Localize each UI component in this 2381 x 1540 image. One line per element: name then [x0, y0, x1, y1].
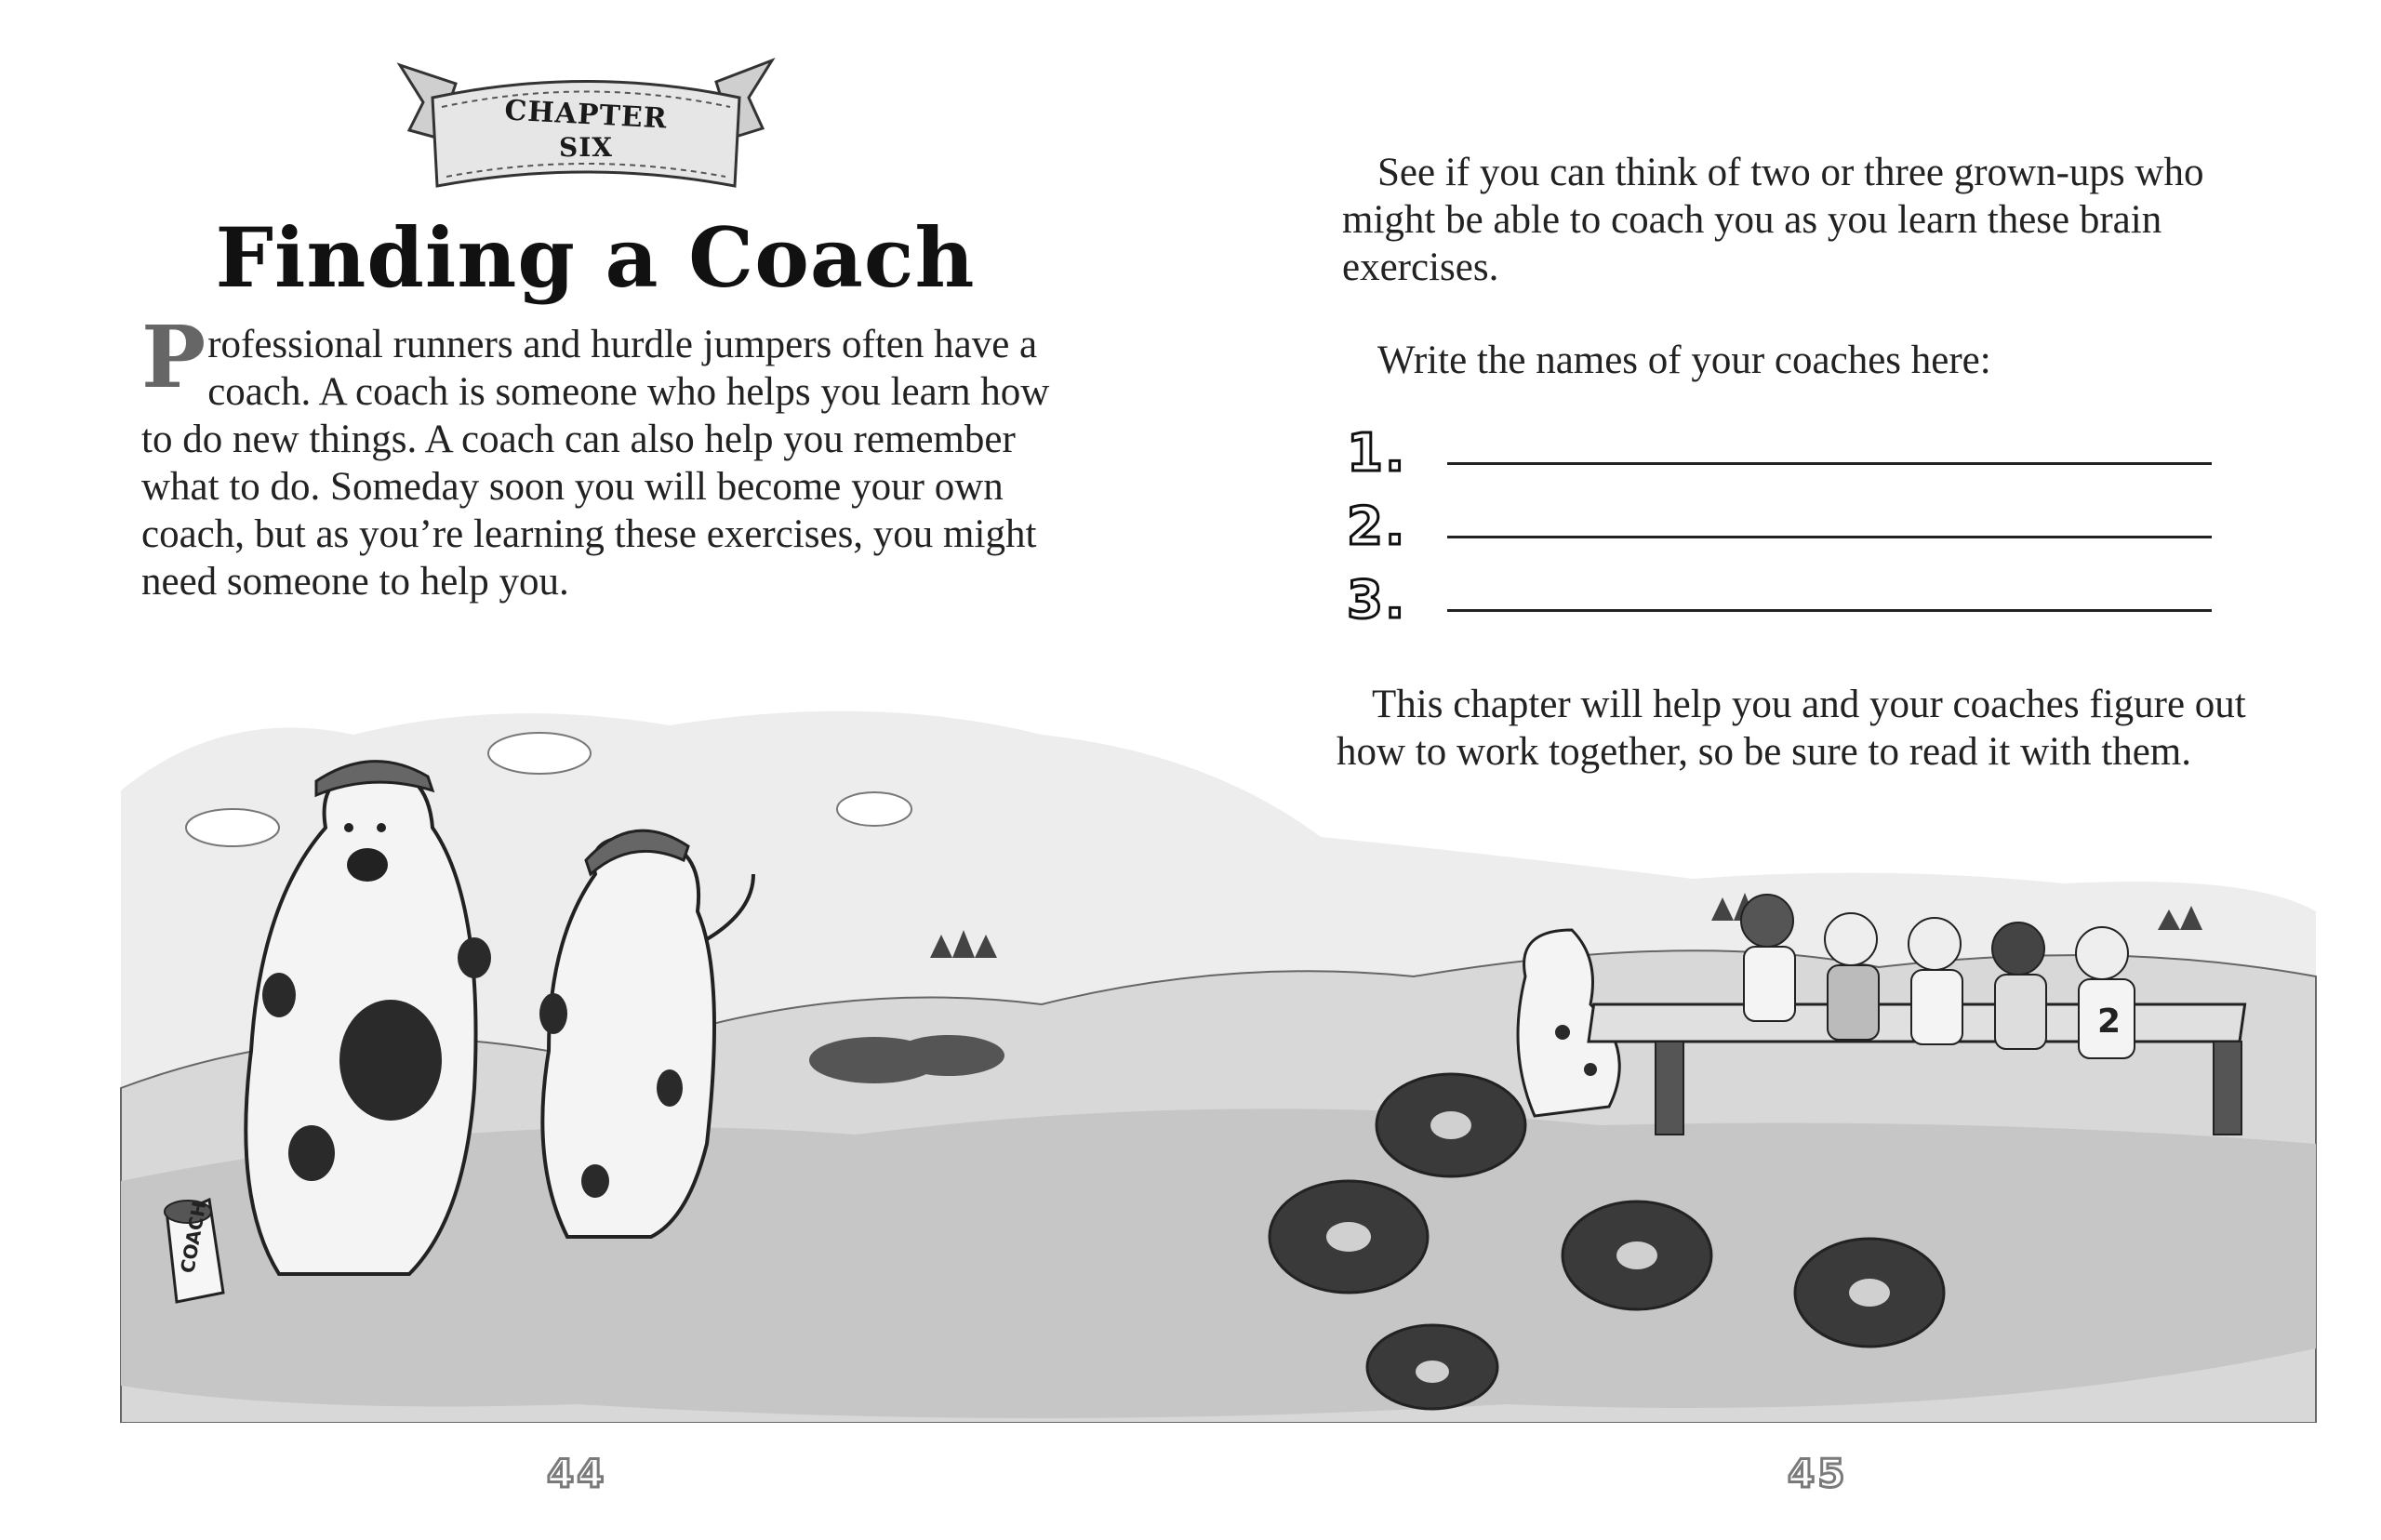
banner-chapter-number: SIX: [558, 132, 614, 163]
megaphone-label: COACH: [176, 1199, 211, 1275]
bush: [893, 1035, 1004, 1076]
child: [1825, 913, 1879, 1040]
line-number: 1.: [1347, 423, 1407, 484]
dropcap-letter: P: [141, 307, 206, 407]
coaches-prompt: Write the names of your coaches here:: [1377, 339, 1991, 382]
closing-paragraph: This chapter will help you and your coaches figure out how to work together, so be sure to read it with them.: [1337, 683, 2246, 774]
line-number: 3.: [1347, 570, 1407, 631]
intro-text: rofessional runners and hurdle jumpers often have a coach. A coach is someone who helps you learn how to do new things. A coach can also help you remember what to do. Someday soon you will become your own coach, but as you’re learning these exercises, you might need someone to help you.: [141, 323, 1050, 604]
banner-chapter-label: CHAPTER: [503, 94, 669, 136]
write-in-rule: [1447, 462, 2212, 465]
write-in-rule: [1447, 536, 2212, 538]
chapter-banner: [391, 46, 781, 205]
coaches-paragraph: See if you can think of two or three grown-ups who might be able to coach you as you learn these brain exercises.: [1342, 151, 2204, 289]
intro-paragraph: [141, 307, 1081, 605]
coach-line-2[interactable]: [1347, 487, 2221, 561]
spotted-ring: [1367, 1325, 1497, 1409]
child: [1741, 895, 1795, 1021]
spotted-ring: [1795, 1239, 1944, 1347]
spotted-ring: [1563, 1201, 1711, 1309]
child: [2076, 927, 2135, 1058]
watercolor-scene: [112, 697, 2325, 1423]
cloud: [488, 733, 591, 774]
cloud: [186, 809, 279, 846]
coach-line-1[interactable]: [1347, 414, 2221, 487]
child: [1992, 923, 2046, 1049]
coach-line-3[interactable]: [1347, 561, 2221, 634]
shirt-number: 2: [2097, 1002, 2122, 1041]
write-in-rule: [1447, 609, 2212, 612]
cloud: [837, 792, 911, 826]
page-number-right: 45: [1788, 1451, 1848, 1496]
coach-field-illustration: [112, 697, 2325, 1423]
child: [1909, 918, 1962, 1044]
line-number: 2.: [1347, 497, 1407, 557]
spotted-ring: [1270, 1181, 1428, 1293]
page-number-left: 44: [547, 1451, 607, 1496]
chapter-title: Finding a Coach: [215, 209, 976, 306]
coach-name-lines: [1347, 414, 2221, 634]
spotted-ring: [1377, 1074, 1525, 1176]
